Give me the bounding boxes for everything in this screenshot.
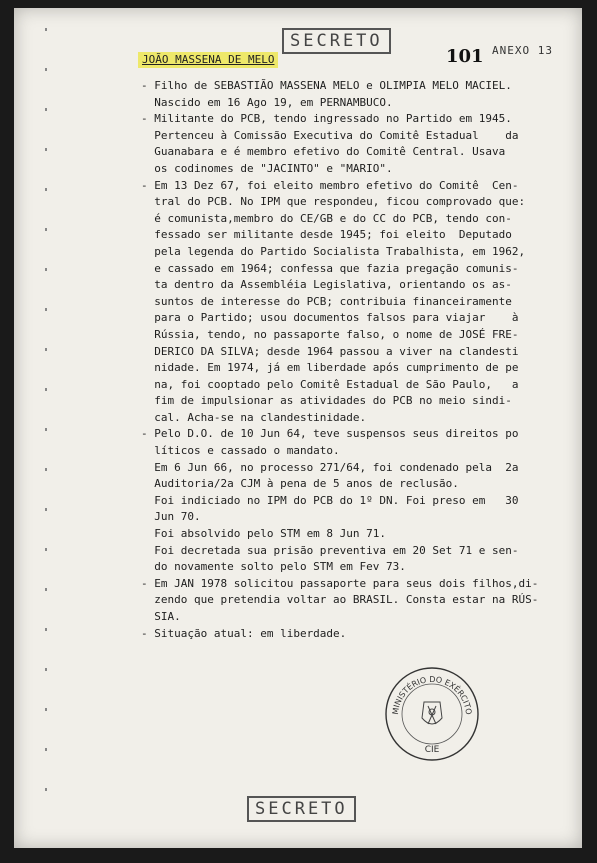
classification-stamp-top: SECRETO <box>282 28 391 54</box>
annex-label: ANEXO 13 <box>492 44 553 57</box>
body-line: Foi indiciado no IPM do PCB do 1º DN. Foi preso em 30 <box>141 493 519 507</box>
body-line: tral do PCB. No IPM que respondeu, ficou comprovado que: <box>141 195 526 209</box>
body-line: Jun 70. <box>141 510 201 524</box>
body-line: e cassado em 1964; confessa que fazia pregação comunis- <box>141 261 519 275</box>
body-line: ta dentro da Assembléia Legislativa, orientando os as- <box>141 278 512 292</box>
document-page <box>14 8 582 848</box>
seal-top-text: MINISTÉRIO DO EXÉRCITO <box>390 674 474 716</box>
body-line: - Filho de SEBASTIÃO MASSENA MELO e OLIMPIA MELO MACIEL. <box>141 79 512 92</box>
body-line: para o Partido; usou documentos falsos para viajar à <box>141 311 519 325</box>
body-line: Em 6 Jun 66, no processo 271/64, foi condenado pela 2a <box>141 460 519 474</box>
body-line: Foi absolvido pelo STM em 8 Jun 71. <box>141 527 387 541</box>
army-seal-stamp <box>384 666 480 762</box>
body-line: líticos e cassado o mandato. <box>141 444 340 458</box>
body-line: fim de impulsionar as atividades do PCB no meio sindi- <box>141 394 512 408</box>
body-line: nidade. Em 1974, já em liberdade após cumprimento de pe <box>141 361 519 375</box>
body-line: - Em 13 Dez 67, foi eleito membro efetivo do Comitê Cen- <box>141 178 519 192</box>
body-line: cal. Acha-se na clandestinidade. <box>141 410 367 424</box>
body-line: suntos de interesse do PCB; contribuia financeiramente <box>141 294 512 308</box>
subject-name: JOÃO MASSENA DE MELO <box>138 52 278 68</box>
body-line: do novamente solto pelo STM em Fev 73. <box>141 560 406 574</box>
dossier-body <box>141 78 581 642</box>
margin-tick-marks <box>44 8 50 848</box>
body-line: Nascido em 16 Ago 19, em PERNAMBUCO. <box>141 95 393 109</box>
body-line: na, foi cooptado pelo Comitê Estadual de São Paulo, a <box>141 377 519 391</box>
body-line: Rússia, tendo, no passaporte falso, o nome de JOSÉ FRE- <box>141 327 519 341</box>
body-line: os codinomes de "JACINTO" e "MARIO". <box>141 161 393 175</box>
body-line: pela legenda do Partido Socialista Trabalhista, em 1962, <box>141 244 526 258</box>
body-line: Pertenceu à Comissão Executiva do Comitê Estadual da <box>141 128 519 142</box>
body-line: fessado ser militante desde 1945; foi eleito Deputado <box>141 228 512 242</box>
body-line: - Situação atual: em liberdade. <box>141 626 347 640</box>
classification-stamp-bottom: SECRETO <box>247 796 356 822</box>
body-line: Auditoria/2a CJM à pena de 5 anos de reclusão. <box>141 477 459 491</box>
body-line: é comunista,membro do CE/GB e do CC do PCB, tendo con- <box>141 211 512 225</box>
body-line: SIA. <box>141 610 181 623</box>
body-line: Foi decretada sua prisão preventiva em 20 Set 71 e sen- <box>141 543 519 557</box>
body-line: zendo que pretendia voltar ao BRASIL. Consta estar na RÚS- <box>141 593 539 607</box>
body-line: - Militante do PCB, tendo ingressado no Partido em 1945. <box>141 112 512 126</box>
body-line: Guanabara e é membro efetivo do Comitê Central. Usava <box>141 145 506 159</box>
body-line: - Em JAN 1978 solicitou passaporte para seus dois filhos,di- <box>141 576 539 590</box>
body-line: - Pelo D.O. de 10 Jun 64, teve suspensos seus direitos po <box>141 427 519 441</box>
body-line: DERICO DA SILVA; desde 1964 passou a viver na clandesti <box>141 344 519 358</box>
page-number: 101 <box>446 46 484 67</box>
seal-bottom-text: CIE <box>424 745 440 755</box>
